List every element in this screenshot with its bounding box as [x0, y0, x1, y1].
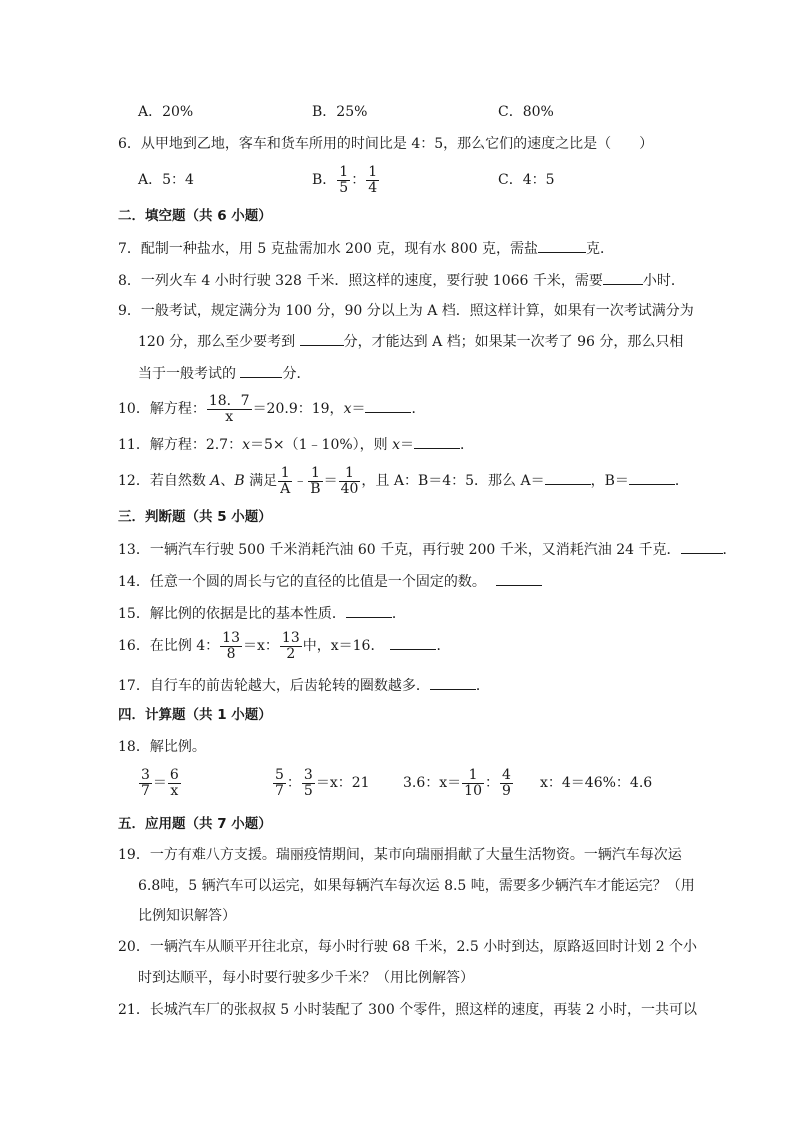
q5-option-b: B．25% — [312, 104, 368, 120]
q5-option-c: C．80% — [498, 104, 554, 120]
q10-prefix: 10．解方程： — [118, 401, 206, 417]
numerator: 1 — [339, 466, 361, 482]
q6-option-b-label: B． — [312, 172, 337, 188]
numerator: 1 — [339, 163, 349, 180]
equals: ＝ — [400, 437, 415, 453]
q6-option-b: B． $\frac{1}{5}$ ： $\frac{1}{4}$ — [312, 163, 378, 196]
fraction — [273, 768, 286, 799]
q12-cond: 满足 — [244, 473, 278, 489]
answer-blank[interactable] — [414, 434, 460, 449]
colon: ： — [286, 775, 301, 791]
fraction — [302, 768, 315, 799]
variable: B — [234, 473, 245, 489]
colon: ： — [485, 775, 499, 791]
q9-l2b: 分，才能达到 A 档；如果某一次考了 96 分，那么只相 — [343, 334, 684, 350]
answer-blank[interactable] — [430, 675, 476, 690]
fraction — [220, 631, 242, 662]
answer-blank[interactable] — [390, 635, 436, 650]
section-2-heading: 二．填空题（共 6 小题） — [118, 208, 272, 224]
q18-e3-prefix: 3.6：x＝ — [403, 775, 462, 791]
question-12 — [118, 461, 689, 501]
equals: ＝ — [152, 775, 167, 791]
question-9-line-2 — [138, 331, 683, 352]
question-20-line-1: 20．一辆汽车从顺平开往北京，每小时行驶 68 千米，2.5 小时到达，原路返回时计划 2 个小 — [118, 939, 698, 955]
equals: ＝ — [323, 473, 338, 489]
numerator: 4 — [502, 766, 511, 783]
question-19-line-1: 19．一方有难八方支援。瑞丽疫情期间，某市向瑞丽捐献了大量生活物资。一辆汽车每次运 — [118, 847, 682, 863]
variable: A — [210, 473, 221, 489]
denominator: 5 — [303, 782, 313, 799]
q7-text: 7．配制一种盐水，用 5 克盐需加水 200 克，现有水 800 克，需盐 — [118, 241, 538, 257]
fraction — [168, 768, 181, 799]
denominator: x — [225, 408, 234, 425]
variable: x — [343, 401, 352, 417]
q15-after: ． — [391, 606, 406, 622]
question-9-line-3 — [138, 363, 310, 384]
denominator: 10 — [464, 782, 482, 799]
question-13 — [118, 539, 737, 560]
q8-after: 小时． — [642, 273, 685, 289]
answer-blank[interactable] — [538, 238, 586, 253]
numerator: 5 — [275, 766, 284, 783]
q5-option-a: A．20% — [138, 104, 194, 120]
denominator: 9 — [502, 782, 511, 799]
q16-mid: ＝x： — [243, 638, 279, 654]
q11-after: ． — [460, 437, 475, 453]
question-18-stem: 18．解比例。 — [118, 739, 206, 755]
question-15 — [118, 603, 406, 624]
q7-after: 克． — [585, 241, 614, 257]
q6-option-c: C．4：5 — [498, 172, 555, 188]
q8-text: 8．一列火车 4 小时行驶 328 千米．照这样的速度，要行驶 1066 千米，需要 — [118, 273, 603, 289]
denominator: 4 — [368, 179, 378, 196]
numerator: 18．7 — [208, 392, 250, 409]
q11-mid: ＝5×（1﹣10%），则 — [250, 437, 393, 453]
q18-equation-2 — [272, 763, 370, 803]
fraction — [278, 466, 292, 497]
q9-l3a: 当于一般考试的 — [138, 366, 241, 382]
q10-after: ． — [411, 401, 426, 417]
numerator: 3 — [141, 766, 150, 783]
question-21-line-1: 21．长城汽车厂的张叔叔 5 小时装配了 300 个零件，照这样的速度，再装 2 小时，一共可以 — [118, 1002, 698, 1018]
numerator: 1 — [462, 768, 484, 784]
numerator: 1 — [278, 466, 292, 482]
question-19-line-3: 比例知识解答） — [138, 908, 236, 924]
fraction — [366, 165, 379, 196]
fraction — [339, 466, 361, 497]
denominator: A — [280, 480, 291, 497]
denominator: 8 — [226, 645, 236, 662]
variable: x — [392, 437, 401, 453]
numerator: 1 — [308, 466, 322, 482]
question-9-line-1: 9．一般考试，规定满分为 100 分，90 分以上为 A 档．照这样计算，如果有一次考试满分为 — [118, 303, 694, 319]
denominator: x — [170, 782, 179, 799]
fraction — [139, 768, 152, 799]
question-14 — [118, 571, 542, 592]
q16-mid2: 中，x＝16． — [302, 638, 385, 654]
q18-equation-1 — [138, 763, 182, 803]
question-7 — [118, 238, 614, 259]
numerator: 13 — [222, 629, 240, 646]
q9-l3b: 分． — [282, 366, 311, 382]
q16-after: ． — [436, 638, 451, 654]
fraction — [207, 394, 252, 425]
q11-prefix: 11．解方程：2.7： — [118, 437, 243, 453]
denominator: B — [310, 480, 321, 497]
question-16 — [118, 626, 450, 666]
numerator: 6 — [169, 766, 179, 783]
answer-blank-b[interactable] — [629, 470, 675, 485]
answer-blank[interactable] — [496, 571, 542, 586]
numerator: 13 — [281, 629, 300, 646]
q13-after: ． — [722, 542, 737, 558]
question-6-stem: 6．从甲地到乙地，客车和货车所用的时间比是 4：5，那么它们的速度之比是（ ） — [118, 136, 654, 152]
q18-e2-rest: ＝x：21 — [315, 775, 370, 791]
q17-text: 17．自行车的前齿轮越大，后齿轮转的圈数越多． — [118, 678, 430, 694]
fraction — [500, 768, 513, 799]
fraction — [280, 631, 302, 662]
answer-blank[interactable] — [346, 603, 392, 618]
section-5-heading: 五．应用题（共 7 小题） — [118, 816, 272, 832]
question-10 — [118, 389, 425, 429]
q6-option-a: A．5：4 — [138, 172, 194, 188]
numerator: 3 — [303, 766, 313, 783]
question-11 — [118, 434, 474, 455]
denominator: 2 — [286, 645, 296, 662]
answer-blank[interactable] — [603, 270, 643, 285]
section-4-heading: 四．计算题（共 1 小题） — [118, 707, 272, 723]
section-3-heading: 三．判断题（共 5 小题） — [118, 509, 272, 525]
fraction — [337, 165, 350, 196]
q18-equation-4: x：4＝46%：4.6 — [540, 775, 653, 791]
denominator: 7 — [141, 782, 150, 799]
q18-equation-3 — [403, 763, 514, 803]
q13-text: 13．一辆汽车行驶 500 千米消耗汽油 60 千克，再行驶 200 千米，又消耗汽油 24 千克． — [118, 542, 681, 558]
answer-blank[interactable] — [240, 363, 282, 378]
q12-prefix: 12．若自然数 — [118, 473, 211, 489]
question-19-line-2: 6.8吨，5 辆汽车可以运完，如果每辆汽车每次运 8.5 吨，需要多少辆汽车才能运完？（用 — [138, 878, 695, 894]
fraction — [462, 768, 484, 799]
answer-blank[interactable] — [681, 539, 723, 554]
q12-mid: ，且 A：B＝4：5．那么 A＝ — [361, 473, 545, 489]
question-20-line-2: 时到达顺平，每小时要行驶多少千米？（用比例解答） — [138, 970, 474, 986]
minus: ﹣ — [293, 473, 308, 489]
answer-blank[interactable] — [365, 398, 411, 413]
answer-blank-a[interactable] — [545, 470, 591, 485]
separator: 、 — [220, 473, 235, 489]
equals: ＝ — [351, 401, 366, 417]
q10-mid: ＝20.9：19， — [252, 401, 344, 417]
question-17 — [118, 675, 490, 696]
question-8 — [118, 270, 685, 291]
q17-after: ． — [475, 678, 490, 694]
answer-blank[interactable] — [300, 331, 344, 346]
denominator: 40 — [340, 480, 359, 497]
q14-text: 14．任意一个圆的周长与它的直径的比值是一个固定的数。 — [118, 574, 486, 590]
numerator: 1 — [368, 163, 378, 180]
q12-after: ． — [674, 473, 689, 489]
q15-text: 15．解比例的依据是比的基本性质． — [118, 606, 346, 622]
fraction — [308, 466, 322, 497]
variable: x — [242, 437, 250, 453]
denominator: 7 — [275, 782, 284, 799]
q12-midB: ，B＝ — [590, 473, 629, 489]
denominator: 5 — [339, 179, 349, 196]
q16-prefix: 16．在比例 4： — [118, 638, 220, 654]
q9-l2a: 120 分，那么至少要考到 — [138, 334, 300, 350]
